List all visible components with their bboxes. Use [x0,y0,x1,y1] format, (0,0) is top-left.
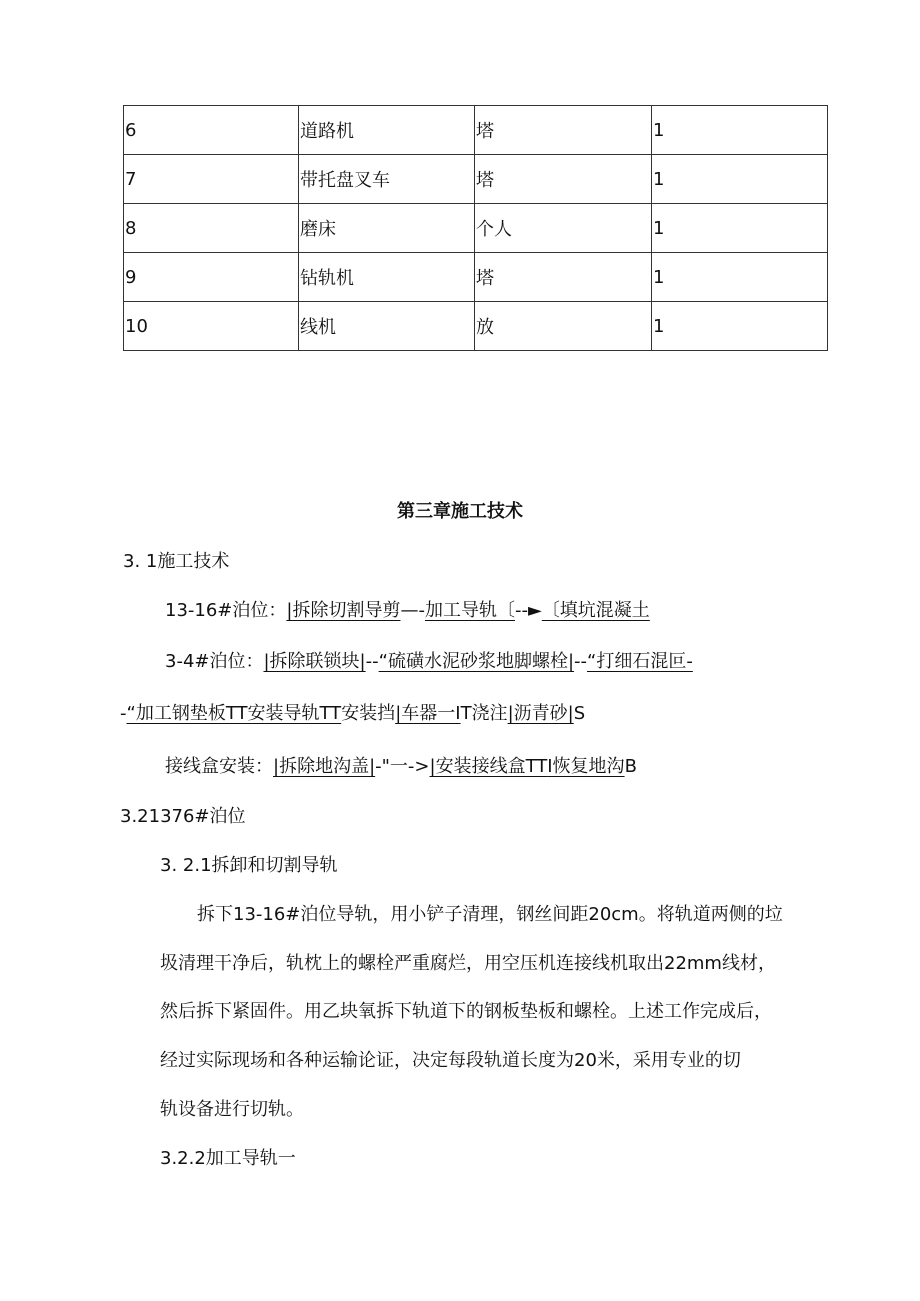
table-cell: 6 [124,106,299,155]
flow-step: “加工钢垫板TT安装导轨TT [126,703,342,724]
flow-arrow: -- [365,651,379,672]
table-cell: 塔 [475,106,652,155]
flow-step: 加工导轨〔 [424,600,515,621]
table-cell: 1 [652,155,828,204]
flow-step: |沥青砂| [507,703,574,724]
flow-step: |车器一I [395,703,461,724]
table-cell: 1 [652,106,828,155]
flow-line-4 [165,755,637,779]
flow-step: |安装接线盒TT [429,756,548,777]
table-row [124,302,828,351]
table-cell: 8 [124,204,299,253]
flow-label: 13-16#泊位： [165,600,287,621]
table-cell: 9 [124,253,299,302]
flow-arrow: -- [574,651,588,672]
table-cell: 1 [652,204,828,253]
table-cell: 7 [124,155,299,204]
paragraph-line: 经过实际现场和各种运输论证，决定每段轨道长度为20米，采用专业的切 [160,1050,741,1071]
flow-label: 3-4#泊位： [165,651,264,672]
flow-arrow: -"一-> [375,756,430,777]
section-heading: 3.21376#泊位 [120,806,246,827]
flow-step: B [624,756,637,777]
flow-step: “硫磺水泥砂浆地脚螺栓| [378,651,575,672]
equipment-table [123,105,828,351]
flow-arrow: —- [400,600,425,621]
flow-line-3 [120,702,585,726]
table-row [124,155,828,204]
table-cell: 塔 [475,155,652,204]
flow-step: “打细石混叵- [587,651,693,672]
flow-line-1 [165,599,650,623]
paragraph-line: 拆下13-16#泊位导轨，用小铲子清理，钢丝间距20cm。将轨道两侧的垃 [197,904,783,925]
table-cell: 带托盘叉车 [299,155,475,204]
flow-step: |拆除联锁块| [263,651,366,672]
subsection-heading: 3.2.2加工导轨一 [160,1148,296,1169]
table-cell: 1 [652,253,828,302]
flow-arrow: - [120,703,127,724]
table-cell: 线机 [299,302,475,351]
flow-step: T浇注 [460,703,508,724]
table-cell: 放 [475,302,652,351]
flow-step: 安装挡 [341,703,396,724]
flow-line-2 [165,650,693,674]
flow-label: 接线盒安装： [165,756,273,777]
table-row [124,204,828,253]
table-cell: 1 [652,302,828,351]
paragraph-line: 然后拆下紧固件。用乙块氧拆下轨道下的钢板垫板和螺栓。上述工作完成后， [160,1001,772,1022]
flow-arrow: --► [514,600,542,621]
flow-step: S [573,703,586,724]
table-cell: 道路机 [299,106,475,155]
table-cell: 钻轨机 [299,253,475,302]
paragraph-line: 圾清理干净后，轨枕上的螺栓严重腐烂，用空压机连接线机取出22mm线材， [160,953,776,974]
flow-step: |拆除地沟盖| [273,756,376,777]
table-cell: 磨床 [299,204,475,253]
table-cell: 10 [124,302,299,351]
flow-step: 〔填坑混凝土 [541,600,650,621]
subsection-heading: 3. 2.1拆卸和切割导轨 [160,855,338,876]
table-cell: 个人 [475,204,652,253]
flow-step: |拆除切割导剪 [286,600,401,621]
chapter-title: 第三章施工技术 [397,501,523,522]
table-row [124,253,828,302]
table-row [124,106,828,155]
flow-step: I恢复地沟 [547,756,625,777]
section-heading: 3. 1施工技术 [123,551,230,572]
table-cell: 塔 [475,253,652,302]
paragraph-line: 轨设备进行切轨。 [160,1099,304,1120]
